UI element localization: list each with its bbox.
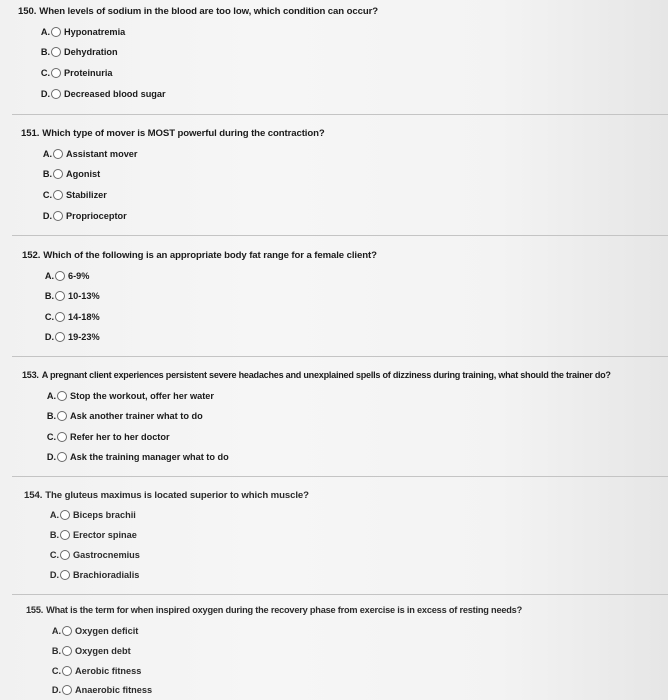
radio-button[interactable] bbox=[60, 550, 70, 560]
option-label: Assistant mover bbox=[66, 149, 138, 159]
radio-button[interactable] bbox=[55, 312, 65, 322]
divider bbox=[12, 235, 668, 236]
option-label: Stabilizer bbox=[66, 190, 107, 200]
divider bbox=[12, 476, 668, 477]
radio-button[interactable] bbox=[53, 149, 63, 159]
radio-button[interactable] bbox=[60, 570, 70, 580]
option-label: Biceps brachii bbox=[73, 510, 136, 520]
option-label: 10-13% bbox=[68, 291, 100, 301]
radio-button[interactable] bbox=[55, 332, 65, 342]
option-d[interactable] bbox=[45, 568, 139, 582]
radio-button[interactable] bbox=[55, 291, 65, 301]
radio-button[interactable] bbox=[51, 68, 61, 78]
question-prompt: When levels of sodium in the blood are too low, which condition can occur? bbox=[39, 6, 378, 17]
option-letter: A. bbox=[40, 27, 50, 37]
option-label: Proteinuria bbox=[64, 68, 113, 78]
question-text bbox=[22, 370, 611, 380]
divider bbox=[12, 356, 668, 357]
option-label: Aerobic fitness bbox=[75, 666, 142, 676]
question-prompt: Which type of mover is MOST powerful during the contraction? bbox=[42, 128, 325, 139]
option-letter: C. bbox=[51, 666, 61, 676]
option-label: Hyponatremia bbox=[64, 27, 126, 37]
option-letter: A. bbox=[51, 626, 61, 636]
radio-button[interactable] bbox=[60, 510, 70, 520]
option-label: Ask the training manager what to do bbox=[70, 452, 229, 462]
option-b[interactable] bbox=[47, 644, 131, 658]
option-label: Agonist bbox=[66, 169, 101, 179]
option-b[interactable] bbox=[42, 409, 203, 423]
option-label: Oxygen deficit bbox=[75, 626, 139, 636]
option-letter: D. bbox=[46, 452, 56, 462]
option-letter: C. bbox=[40, 68, 50, 78]
option-d[interactable] bbox=[40, 330, 100, 344]
option-c[interactable] bbox=[40, 310, 100, 324]
option-letter: D. bbox=[42, 211, 52, 221]
radio-button[interactable] bbox=[53, 190, 63, 200]
option-letter: B. bbox=[40, 47, 50, 57]
option-label: Stop the workout, offer her water bbox=[70, 391, 214, 401]
option-d[interactable] bbox=[42, 450, 229, 464]
option-label: Oxygen debt bbox=[75, 646, 131, 656]
question-prompt: A pregnant client experiences persistent severe headaches and unexplained spells of dizziness during training, what should the trainer do? bbox=[41, 370, 611, 380]
radio-button[interactable] bbox=[51, 27, 61, 37]
question-prompt: What is the term for when inspired oxygen during the recovery phase from exercise is in excess of resting needs? bbox=[46, 605, 523, 615]
option-c[interactable] bbox=[47, 664, 141, 678]
option-a[interactable] bbox=[45, 508, 136, 522]
option-label: Gastrocnemius bbox=[73, 550, 140, 560]
option-label: Erector spinae bbox=[73, 530, 137, 540]
option-a[interactable] bbox=[38, 147, 138, 161]
question-text bbox=[22, 250, 377, 261]
option-b[interactable] bbox=[45, 528, 137, 542]
radio-button[interactable] bbox=[55, 271, 65, 281]
question-number: 150. bbox=[18, 6, 37, 17]
question-number: 154. bbox=[24, 490, 43, 501]
option-letter: C. bbox=[46, 432, 56, 442]
question-text bbox=[21, 128, 325, 139]
radio-button[interactable] bbox=[51, 47, 61, 57]
radio-button[interactable] bbox=[57, 452, 67, 462]
option-b[interactable] bbox=[36, 45, 118, 59]
radio-button[interactable] bbox=[62, 646, 72, 656]
question-prompt: The gluteus maximus is located superior to which muscle? bbox=[45, 490, 309, 501]
divider bbox=[12, 114, 668, 115]
option-label: 19-23% bbox=[68, 332, 100, 342]
option-letter: D. bbox=[40, 89, 50, 99]
option-letter: D. bbox=[49, 570, 59, 580]
question-text bbox=[24, 490, 309, 501]
option-letter: A. bbox=[42, 149, 52, 159]
option-letter: D. bbox=[51, 685, 61, 695]
option-c[interactable] bbox=[42, 430, 170, 444]
option-letter: B. bbox=[51, 646, 61, 656]
radio-button[interactable] bbox=[57, 411, 67, 421]
radio-button[interactable] bbox=[53, 169, 63, 179]
option-letter: B. bbox=[44, 291, 54, 301]
option-letter: C. bbox=[42, 190, 52, 200]
option-letter: B. bbox=[49, 530, 59, 540]
question-number: 153. bbox=[22, 370, 39, 380]
question-prompt: Which of the following is an appropriate body fat range for a female client? bbox=[43, 250, 377, 261]
option-letter: A. bbox=[44, 271, 54, 281]
option-c[interactable] bbox=[36, 66, 113, 80]
question-number: 155. bbox=[26, 605, 44, 615]
option-d[interactable] bbox=[36, 87, 166, 101]
option-label: Brachioradialis bbox=[73, 570, 140, 580]
option-letter: C. bbox=[49, 550, 59, 560]
option-letter: A. bbox=[46, 391, 56, 401]
option-d[interactable] bbox=[47, 683, 152, 697]
question-text bbox=[18, 6, 378, 17]
radio-button[interactable] bbox=[62, 666, 72, 676]
option-b[interactable] bbox=[40, 289, 100, 303]
option-d[interactable] bbox=[38, 209, 127, 223]
radio-button[interactable] bbox=[62, 685, 72, 695]
option-c[interactable] bbox=[38, 188, 107, 202]
option-a[interactable] bbox=[40, 269, 89, 283]
option-a[interactable] bbox=[36, 25, 125, 39]
option-label: 6-9% bbox=[68, 271, 90, 281]
divider bbox=[12, 594, 668, 595]
radio-button[interactable] bbox=[57, 391, 67, 401]
option-label: Decreased blood sugar bbox=[64, 89, 166, 99]
radio-button[interactable] bbox=[57, 432, 67, 442]
option-label: Proprioceptor bbox=[66, 211, 127, 221]
question-text bbox=[26, 605, 522, 615]
option-a[interactable] bbox=[47, 624, 138, 638]
option-letter: B. bbox=[42, 169, 52, 179]
radio-button[interactable] bbox=[51, 89, 61, 99]
option-c[interactable] bbox=[45, 548, 140, 562]
option-label: Ask another trainer what to do bbox=[70, 411, 203, 421]
option-letter: B. bbox=[46, 411, 56, 421]
option-b[interactable] bbox=[38, 167, 100, 181]
question-number: 152. bbox=[22, 250, 41, 261]
radio-button[interactable] bbox=[62, 626, 72, 636]
option-label: 14-18% bbox=[68, 312, 100, 322]
option-letter: C. bbox=[44, 312, 54, 322]
option-label: Refer her to her doctor bbox=[70, 432, 170, 442]
option-a[interactable] bbox=[42, 389, 214, 403]
option-label: Anaerobic fitness bbox=[75, 685, 153, 695]
option-label: Dehydration bbox=[64, 47, 118, 57]
option-letter: D. bbox=[44, 332, 54, 342]
question-number: 151. bbox=[21, 128, 40, 139]
radio-button[interactable] bbox=[60, 530, 70, 540]
option-letter: A. bbox=[49, 510, 59, 520]
radio-button[interactable] bbox=[53, 211, 63, 221]
